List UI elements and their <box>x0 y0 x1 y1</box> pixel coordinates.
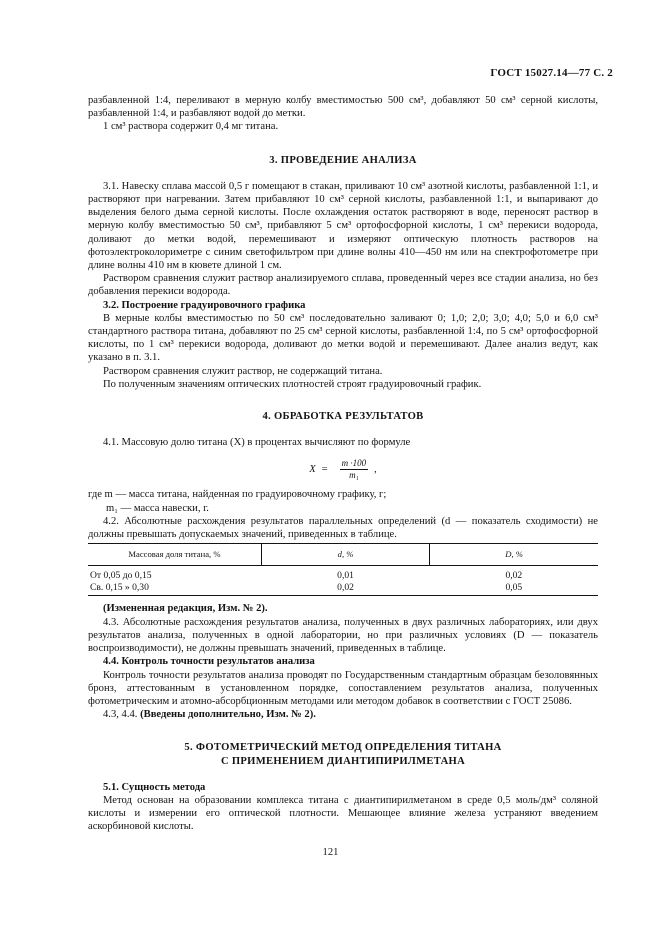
table-row <box>88 582 598 596</box>
section-title-4: 4. ОБРАБОТКА РЕЗУЛЬТАТОВ <box>262 411 424 423</box>
formula-denominator: m₁ <box>349 469 359 480</box>
table-cell: Св. 0,15 » 0,30 <box>88 582 261 596</box>
paragraph-4-4: Контроль точности результатов анализа проводят по Государственным стандартным образцам безоловянных бронз, аттестованным в установленном порядке, сопоставлением результатов анализа, полученных фотометрическим и атомно-абсорбционным методами или методом добавок в соответствии с ГОСТ 25086. <box>88 669 598 707</box>
amendment-text: (Введены дополнительно, Изм. № 2). <box>140 709 316 721</box>
paragraph-3-2: В мерные колбы вместимостью по 50 см³ последовательно заливают 0; 1,0; 2,0; 3,0; 4,0; 5,0 и 6,0 см³ стандартного раствора титана, добавляют по 25 см³ серной кислоты, разбавленной 1:4, по 5 см³ ортофосфорной кислоты, по 1 см³ перекиси водорода, доливают до метки водой и перемешивают. Далее анализ ведут, как указано в п. 3.1. <box>88 312 598 364</box>
formula-lhs: X <box>309 463 316 475</box>
tolerance-table <box>88 543 598 596</box>
section-title-5: 5. ФОТОМЕТРИЧЕСКИЙ МЕТОД ОПРЕДЕЛЕНИЯ ТИТАНА <box>184 742 502 754</box>
where-line: где m — масса титана, найденная по градуировочному графику, г; <box>88 489 387 501</box>
formula-numerator: m ·100 <box>341 457 367 468</box>
table-cell: 0,02 <box>261 582 429 596</box>
table-header: d, % <box>261 544 429 566</box>
amendment-lead: 4.3, 4.4. <box>103 709 138 721</box>
paragraph-3-1: 3.1. Навеску сплава массой 0,5 г помещают в стакан, приливают 10 см³ азотной кислоты, разбавленной 1:1, и растворяют при нагревании. Затем прибавляют 10 см³ серной кислоты, разбавленной 1:1, и выпаривают до выделения белого дыма серной кислоты. После охлаждения остаток растворяют в воде, переносят раствор в мерную колбу вместимостью 50 см³, прибавляют 5 см³ ортофосфорной кислоты, 1 см³ перекиси водорода, доливают до метки водой, перемешивают и измеряют оптическую плотность растворов на фотоэлектроколориметре с синим светофильтром при длине волны 410—450 нм или на спектрофотометре при длине волны 410 нм в кювете длиной 1 см. <box>88 180 598 272</box>
table-cell: От 0,05 до 0,15 <box>90 570 152 582</box>
formula-fraction <box>340 458 369 481</box>
table-row <box>88 566 598 582</box>
amendment-note: (Измененная редакция, Изм. № 2). <box>103 603 268 615</box>
section-title-3: 3. ПРОВЕДЕНИЕ АНАЛИЗА <box>269 154 417 166</box>
paragraph-4-1: 4.1. Массовую долю титана (X) в процентах вычисляют по формуле <box>103 437 411 449</box>
standard-header: ГОСТ 15027.14—77 С. 2 <box>490 67 613 79</box>
paragraph: По полученным значениям оптических плотностей строят градуировочный график. <box>103 378 482 390</box>
table-cell: 0,05 <box>430 582 598 596</box>
subsection-title-3-2: 3.2. Построение градуировочного графика <box>103 299 306 311</box>
paragraph: разбавленной 1:4, переливают в мерную колбу вместимостью 500 см³, добавляют 50 см³ серной кислоты, разбавленной 1:4, и разбавляют водой до метки. <box>88 95 598 120</box>
table-header: Массовая доля титана, % <box>88 544 261 566</box>
paragraph: Раствором сравнения служит раствор анализируемого сплава, проведенный через все стадии анализа, но без добавления перекиси водорода. <box>88 273 598 298</box>
formula-equals: = <box>321 463 328 475</box>
table-header: D, % <box>430 544 598 566</box>
table-cell: 0,01 <box>337 570 354 582</box>
formula-comma: , <box>374 463 377 475</box>
paragraph-4-2: 4.2. Абсолютные расхождения результатов параллельных определений (d — показатель сходимости) не должны превышать допускаемых значений, приведенных в таблице. <box>88 515 598 541</box>
paragraph-5-1: Метод основан на образовании комплекса титана с диантипирилметаном в среде 0,5 моль/дм³ соляной кислоты и измерении его оптической плотности. Мешающее влияние железа устраняют введением аскорбиновой кислоты. <box>88 794 598 833</box>
document-body <box>88 94 598 834</box>
where-line: m₁ — масса навески, г. <box>106 502 209 514</box>
section-title-5-line2: С ПРИМЕНЕНИЕМ ДИАНТИПИРИЛМЕТАНА <box>220 755 466 767</box>
subsection-title-5-1: 5.1. Сущность метода <box>103 781 206 793</box>
paragraph: Раствором сравнения служит раствор, не содержащий титана. <box>103 365 383 377</box>
subsection-title-4-4: 4.4. Контроль точности результатов анализа <box>103 656 315 668</box>
paragraph: 1 см³ раствора содержит 0,4 мг титана. <box>103 121 279 133</box>
formula <box>88 451 598 487</box>
page-number: 121 <box>322 847 339 858</box>
table-cell: 0,02 <box>505 570 523 582</box>
amendment-note <box>88 708 598 721</box>
paragraph-4-3: 4.3. Абсолютные расхождения результатов анализа, полученных в двух различных лабораториях, или двух результатов анализа, полученных в одной лаборатории, но при различных условиях (D — показатель воспроизводимости), не должны превышать значений, приведенных в таблице. <box>88 616 598 655</box>
